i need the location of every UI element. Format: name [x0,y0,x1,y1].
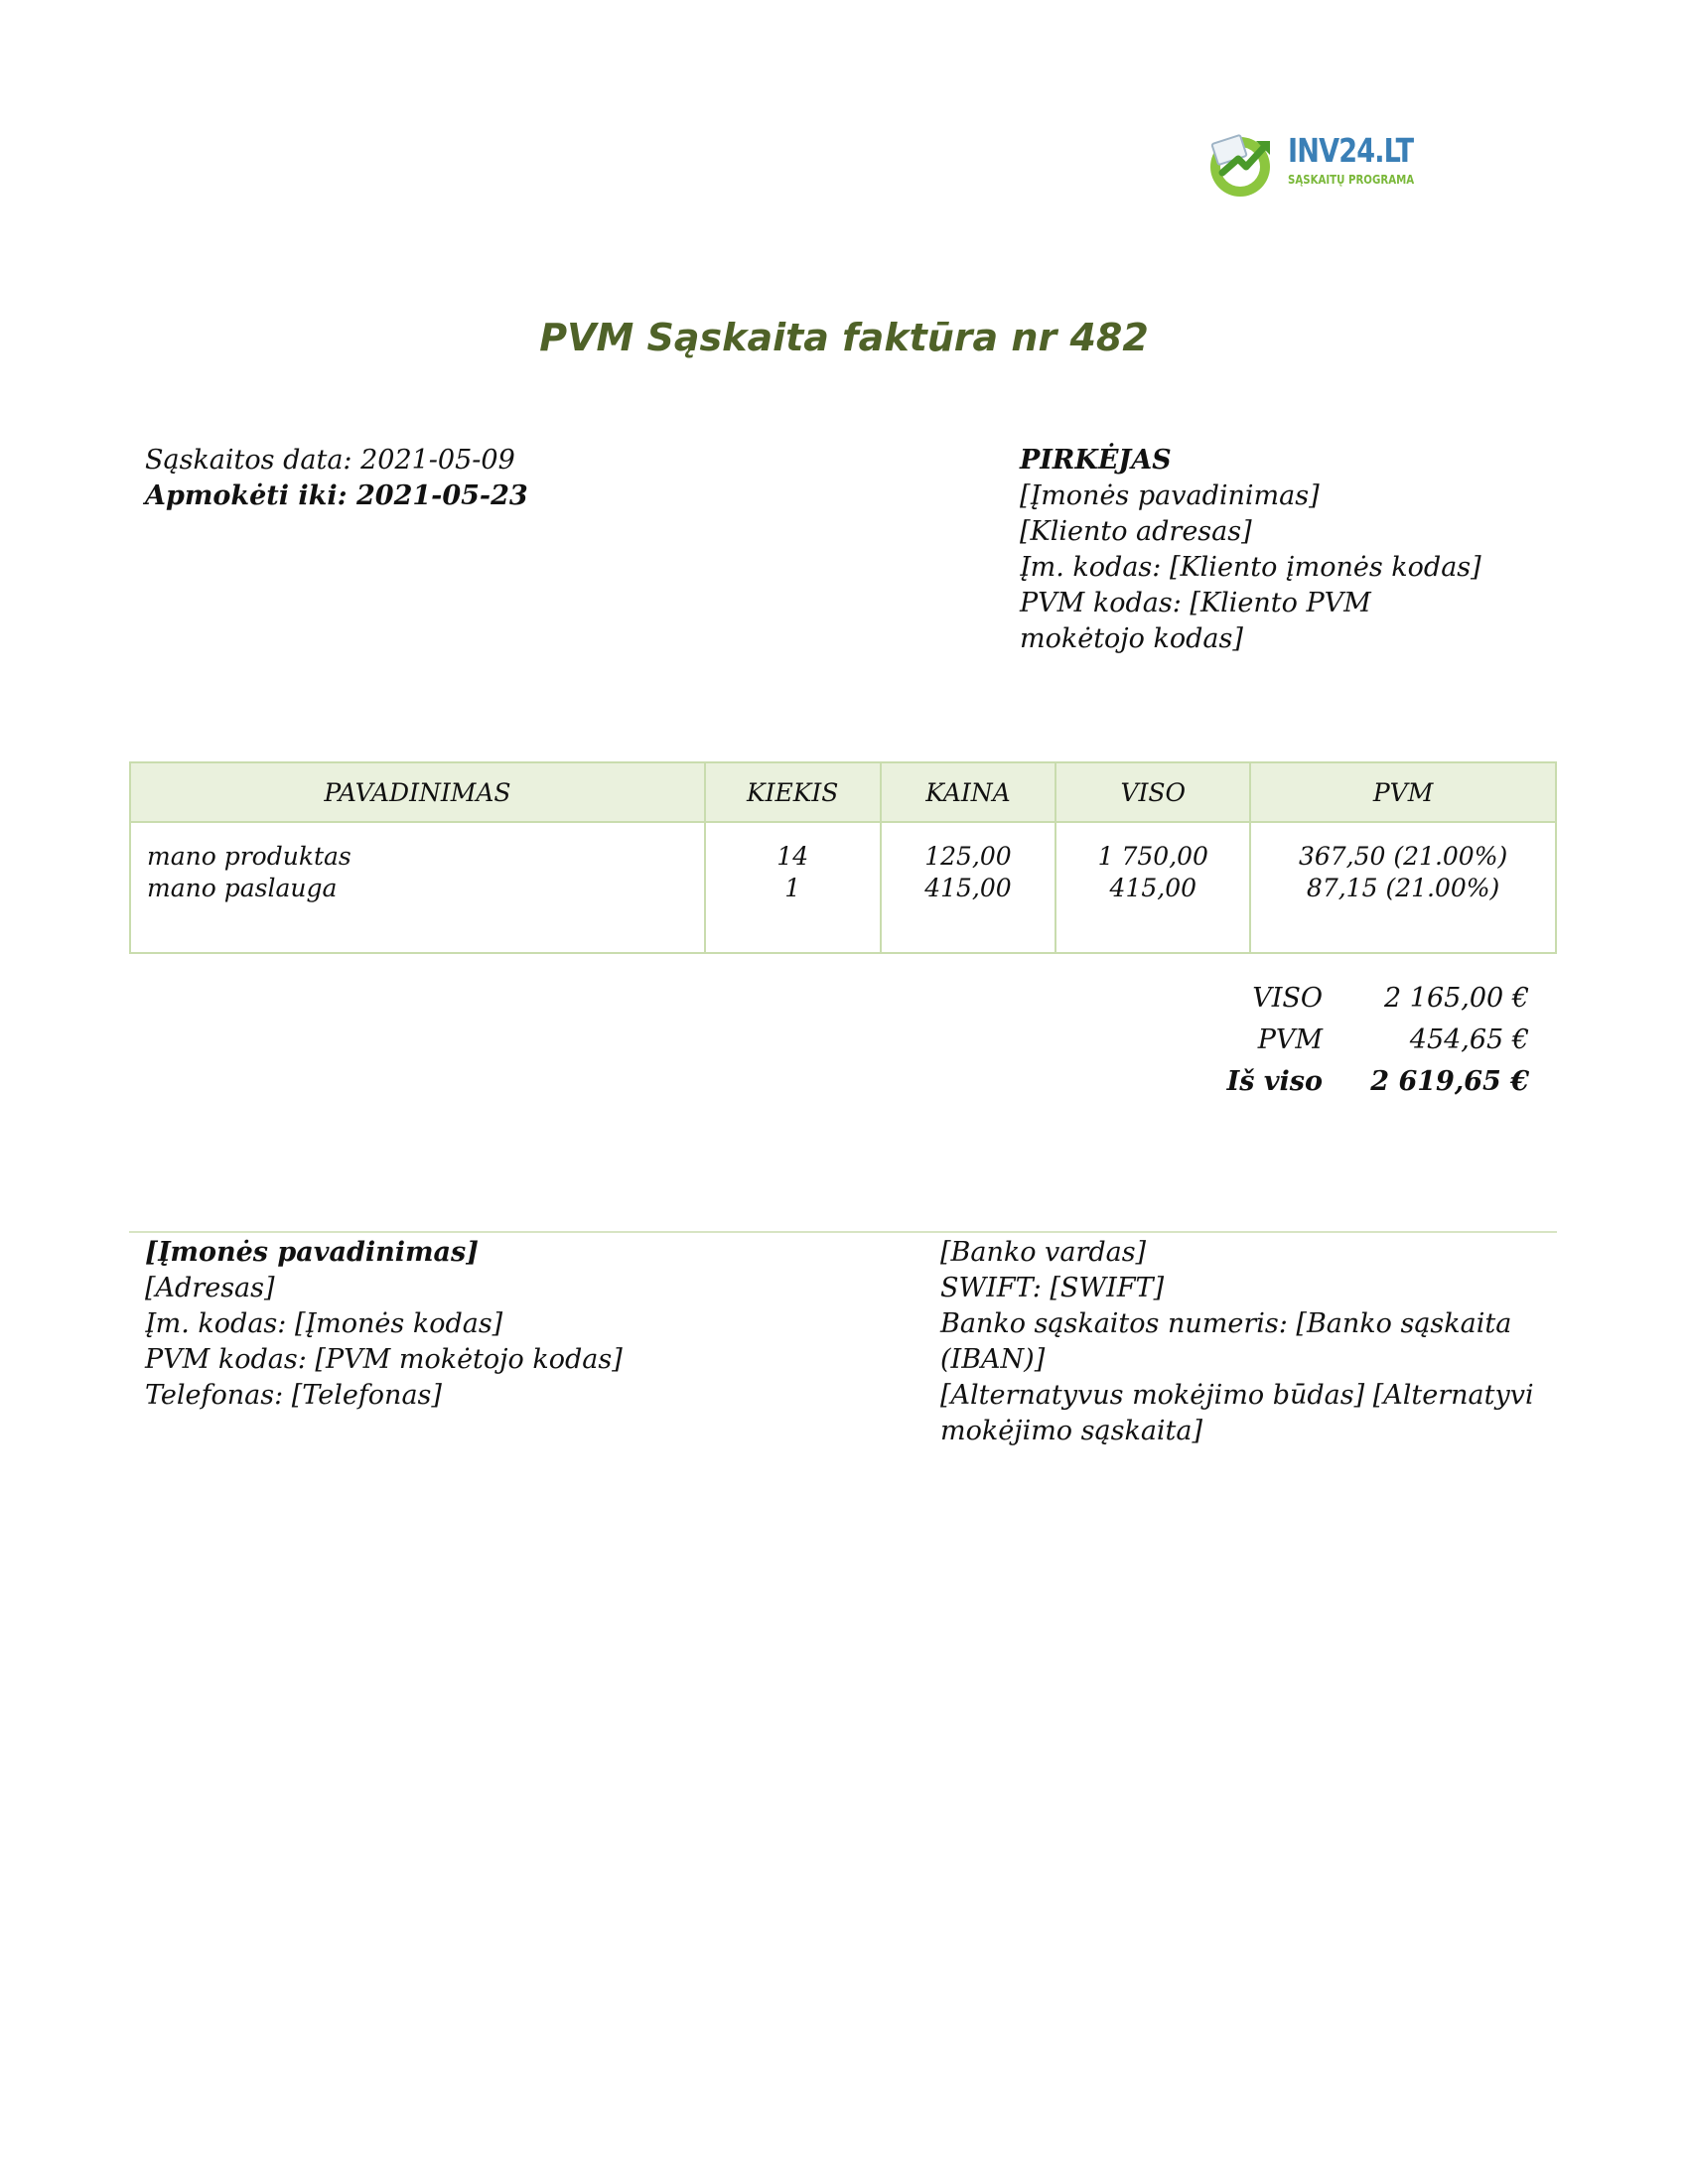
logo-tagline: SĄSKAITŲ PROGRAMA [1288,173,1415,187]
subtotal-value: 2 165,00 € [1384,983,1529,1014]
seller-name: [Įmonės pavadinimas] [145,1237,480,1268]
buyer-company: [Įmonės pavadinimas] [1020,480,1320,511]
seller-block [145,1235,623,1414]
vat-label: PVM [1257,1024,1323,1055]
vat-cell [1250,822,1556,953]
buyer-heading: PIRKĖJAS [1020,445,1172,476]
table-row [130,822,1556,953]
item-quantity: 14 [776,842,809,871]
footer-divider [129,1231,1557,1233]
seller-company-code: Įm. kodas: [Įmonės kodas] [145,1308,503,1339]
seller-phone: Telefonas: [Telefonas] [145,1380,442,1411]
logo [1204,129,1415,199]
alternative-payment: [Alternatyvus mokėjimo būdas] [Alternatyvi mokėjimo sąskaita] [940,1380,1534,1446]
grand-total-value: 2 619,65 € [1370,1066,1529,1097]
due-date: Apmokėti iki: 2021-05-23 [145,480,528,511]
column-header-price: KAINA [881,762,1056,822]
price-cell [881,822,1056,953]
totals-block [1092,983,1529,1108]
item-total: 415,00 [1109,874,1197,902]
total-cell [1055,822,1250,953]
item-total: 1 750,00 [1097,842,1208,871]
bank-block [940,1235,1536,1449]
quantity-cell [705,822,881,953]
seller-vat-code: PVM kodas: [PVM mokėtojo kodas] [145,1344,623,1375]
buyer-block [1020,443,1486,657]
invoice-date: Sąskaitos data: 2021-05-09 [145,445,515,476]
column-header-total: VISO [1055,762,1250,822]
item-vat: 367,50 (21.00%) [1298,842,1508,871]
item-price: 415,00 [924,874,1012,902]
bank-name: [Banko vardas] [940,1237,1147,1268]
buyer-vat-code: PVM kodas: [Kliento PVM mokėtojo kodas] [1020,588,1371,654]
logo-wordmark: INV24.LT [1288,131,1414,170]
vat-row [1092,1024,1529,1066]
subtotal-label: VISO [1252,983,1323,1014]
logo-icon [1204,129,1284,199]
invoice-title: PVM Sąskaita faktūra nr 482 [539,316,1149,359]
bank-swift: SWIFT: [SWIFT] [940,1273,1165,1303]
grand-total-label: Iš viso [1226,1066,1323,1097]
subtotal-row [1092,983,1529,1024]
item-name: mano produktas [147,842,352,871]
item-name: mano paslauga [147,874,338,902]
buyer-company-code: Įm. kodas: [Kliento įmonės kodas] [1020,552,1481,583]
grand-total-row [1092,1066,1529,1108]
item-quantity: 1 [784,874,801,902]
bank-account: Banko sąskaitos numeris: [Banko sąskaita (IBAN)] [940,1308,1512,1375]
name-cell [130,822,705,953]
items-table [129,761,1557,954]
column-header-quantity: KIEKIS [705,762,881,822]
vat-value: 454,65 € [1409,1024,1529,1055]
seller-address: [Adresas] [145,1273,275,1303]
invoice-dates [145,443,528,514]
table-header-row [130,762,1556,822]
item-vat: 87,15 (21.00%) [1306,874,1500,902]
buyer-address: [Kliento adresas] [1020,516,1252,547]
column-header-name: PAVADINIMAS [130,762,705,822]
item-price: 125,00 [924,842,1012,871]
column-header-vat: PVM [1250,762,1556,822]
